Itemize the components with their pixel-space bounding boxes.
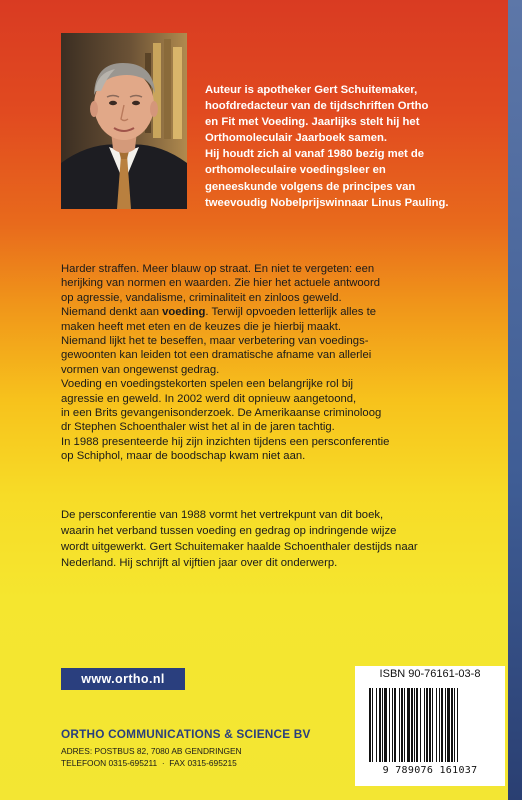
barcode-bar [384, 688, 387, 762]
barcode-bar [414, 688, 415, 762]
barcode-bar [392, 688, 393, 762]
barcode-bar [394, 688, 396, 762]
author-photo [61, 33, 187, 209]
bio-paragraph-2: Hij houdt zich al vanaf 1980 bezig met de orthomoleculaire voedingsleer en geneeskunde volgens de principes van tweevoudig Nobelprijswinnaar Linus Pauling. [205, 148, 449, 209]
isbn-label: ISBN 90-76161-03-8 [379, 668, 481, 680]
barcode-bar [407, 688, 410, 762]
barcode-bar [424, 688, 425, 762]
publisher-name: ORTHO COMMUNICATIONS & SCIENCE BV [61, 727, 311, 741]
barcode-bar [376, 688, 377, 762]
author-bio [205, 82, 505, 211]
blurb-bold-word: voeding [162, 306, 206, 319]
barcode-bar [445, 688, 446, 762]
barcode-bar [457, 688, 458, 762]
barcode-bar [389, 688, 390, 762]
barcode-digits: 9 789076 161037 [382, 765, 478, 776]
bio-paragraph-1: Auteur is apotheker Gert Schuitemaker, hoofdredacteur van de tijdschriften Ortho en Fit met Voeding. Jaarlijks stelt hij het Orthomoleculair Jaarboek samen. [205, 84, 429, 145]
website-badge: www.ortho.nl [61, 668, 185, 690]
barcode-bar [447, 688, 450, 762]
barcode-bar [416, 688, 418, 762]
author-portrait-icon [61, 33, 187, 209]
barcode-icon [365, 688, 495, 764]
barcode-bar [411, 688, 413, 762]
publisher-address: ADRES: POSTBUS 82, 7080 AB GENDRINGEN TELEFOON 0315-695211 · FAX 0315-695215 [61, 746, 242, 768]
blurb-text-start: Harder straffen. Meer blauw op straat. En niet te vergeten: een herijking van normen en waarden. Zie hier het actuele antwoord op agressie, vandalisme, criminaliteit en zinloos geweld. Niemand denkt aan [61, 263, 381, 319]
barcode-bar [436, 688, 437, 762]
barcode-bar [451, 688, 453, 762]
barcode-bar [382, 688, 383, 762]
book-blurb-closing: De persconferentie van 1988 vormt het vertrekpunt van dit boek, waarin het verband tussen voeding en gedrag op indringende wijze wordt uitgewerkt. Gert Schuitemaker haalde Schoenthaler destijds naar Nederland. Hij schrijft al vijftien jaar over dit onderwerp. [61, 509, 418, 569]
barcode-bar [439, 688, 440, 762]
barcode-bar [379, 688, 381, 762]
barcode-bar [372, 688, 373, 762]
barcode-bar [429, 688, 431, 762]
blurb-text-end: . Terwijl opvoeden letterlijk alles te maken heeft met eten en de keuzes die je hierbij maakt. Niemand lijkt het te beseffen, maar verbetering van voedings- gewoonten kan leiden tot een dramatische afname van allerlei vormen van ongewenst gedrag. Voeding en voedingstekorten spelen een belangrijke rol bij agressie en geweld. In 2002 werd dit opnieuw aangetoond, in een Brits gevangenisonderzoek. De Amerikaanse criminoloog dr Stephen Schoenthaler wist het al in de jaren tachtig. In 1988 presenteerde hij zijn inzichten tijdens een persconferentie op Schiphol, maar de boodschap kwam niet aan. [61, 306, 390, 463]
barcode-bar [454, 688, 455, 762]
barcode-bar [399, 688, 400, 762]
barcode-bar [432, 688, 433, 762]
isbn-barcode-box [355, 666, 505, 786]
barcode-bar [404, 688, 405, 762]
barcode-bar [420, 688, 421, 762]
barcode-bar [426, 688, 428, 762]
barcode-bar [401, 688, 403, 762]
book-blurb [61, 262, 501, 464]
barcode-bar [441, 688, 443, 762]
barcode-bar [369, 688, 371, 762]
book-spine-edge [508, 0, 522, 800]
